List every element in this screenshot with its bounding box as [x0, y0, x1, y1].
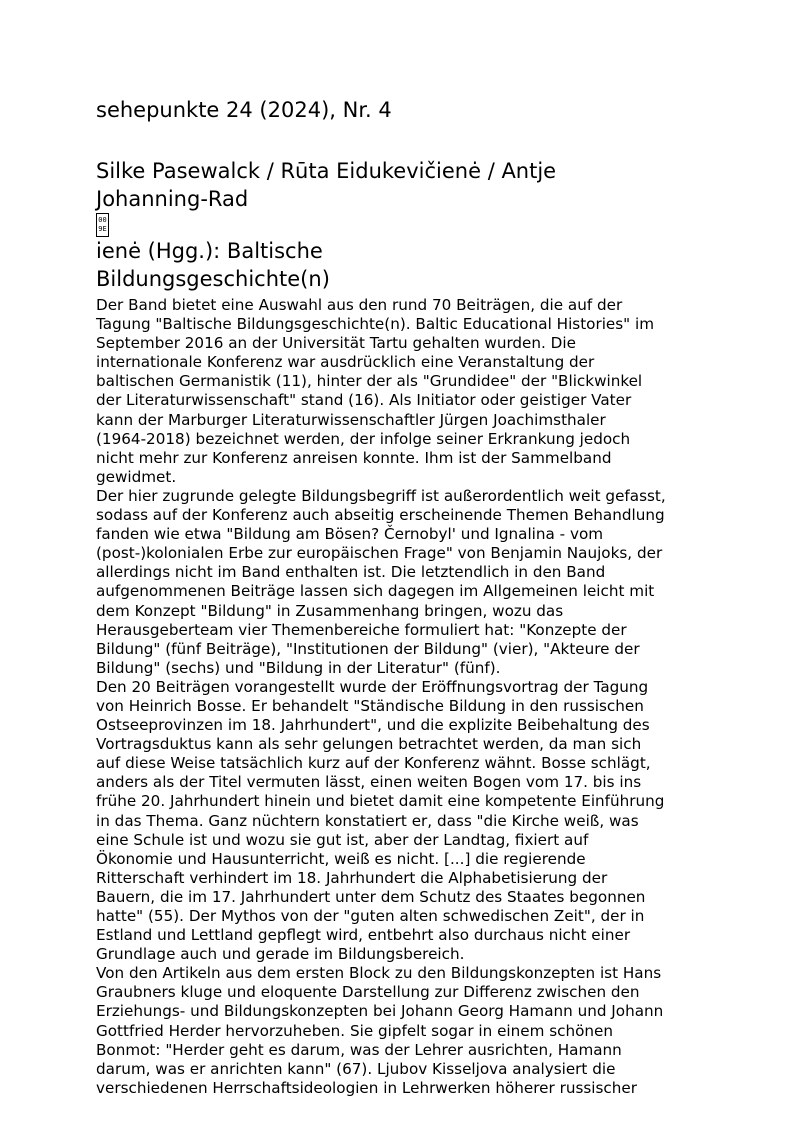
review-body — [96, 296, 716, 1098]
review-title-line: Silke Pasewalck / Rūta Eidukevičienė / Antje — [96, 159, 557, 183]
paragraph-line: hatte" (55). Der Mythos von der "guten alten schwedischen Zeit", der in — [96, 907, 645, 925]
review-title-line — [96, 185, 716, 265]
paragraph-line: (post-)kolonialen Erbe zur europäischen Frage" von Benjamin Naujoks, der — [96, 544, 663, 563]
paragraph-line: Grundlage auch und gerade im Bildungsbereich. — [96, 945, 465, 964]
body-paragraph — [96, 964, 716, 1098]
paragraph-line: aufgenommenen Beiträge lassen sich dagegen im Allgemeinen leicht mit — [96, 582, 655, 601]
paragraph-line: Ostseeprovinzen im 18. Jahrhundert", und die explizite Beibehaltung des — [96, 716, 650, 735]
paragraph-line: (1964-2018) bezeichnet werden, der infolge seiner Erkrankung jedoch — [96, 429, 631, 448]
paragraph-line: Bildung" (sechs) und "Bildung in der Literatur" (fünf). — [96, 658, 501, 677]
paragraph-line: Bonmot: "Herder geht es darum, was der Lehrer ausrichten, Hamann — [96, 1040, 622, 1059]
paragraph-line: baltischen Germanistik (11), hinter der als "Grundidee" der "Blickwinkel — [96, 372, 643, 391]
paragraph-line: Vortragsduktus kann als sehr gelungen betrachtet werden, da man sich — [96, 735, 642, 754]
document-page — [96, 96, 716, 1098]
paragraph-line: Graubners kluge und eloquente Darstellung zur Differenz zwischen den — [96, 983, 640, 1002]
paragraph-line: fanden wie etwa "Bildung am Bösen? Černobyl' und Ignalina - vom — [96, 525, 604, 544]
review-title — [96, 157, 716, 293]
paragraph-line: kann der Marburger Literaturwissenschaftler Jürgen Joachimsthaler — [96, 410, 606, 429]
paragraph-line: verschiedenen Herrschaftsideologien in Lehrwerken höherer russischer — [96, 1078, 637, 1097]
paragraph-line: Ökonomie und Hausunterricht, weiß es nicht. [...] die regierende — [96, 849, 586, 868]
paragraph-line: dem Konzept "Bildung" in Zusammenhang bringen, wozu das — [96, 601, 564, 620]
paragraph-line: Den 20 Beiträgen vorangestellt wurde der Eröffnungsvortrag der Tagung — [96, 677, 649, 696]
paragraph-line: gewidmet. — [96, 467, 177, 486]
paragraph-line: auf diese Weise tatsächlich kurz auf der Konferenz wähnt. Bosse schlägt, — [96, 754, 651, 773]
body-paragraph — [96, 487, 716, 678]
paragraph-line: Bauern, die im 17. Jahrhundert unter dem Schutz des Staates begonnen — [96, 887, 646, 906]
paragraph-line: eine Schule ist und wozu sie gut ist, aber der Landtag, fixiert auf — [96, 830, 589, 849]
paragraph-line: von Heinrich Bosse. Er behandelt "Ständische Bildung in den russischen — [96, 696, 644, 715]
paragraph-line: in das Thema. Ganz nüchtern konstatiert er, dass "die Kirche weiß, was — [96, 811, 639, 830]
review-title-line: Bildungsgeschichte(n) — [96, 267, 330, 291]
paragraph-line: Herausgeberteam vier Themenbereiche formuliert hat: "Konzepte der — [96, 620, 627, 639]
missing-glyph-icon: 00 9E — [96, 213, 109, 237]
paragraph-line: anders als der Titel vermuten lässt, einen weiten Bogen vom 17. bis ins — [96, 773, 642, 792]
paragraph-line: sodass auf der Konferenz auch abseitig erscheinende Themen Behandlung — [96, 506, 665, 525]
body-paragraph — [96, 296, 716, 487]
journal-title: sehepunkte 24 (2024), Nr. 4 — [96, 98, 392, 122]
paragraph-line: Ritterschaft verhindert im 18. Jahrhundert die Alphabetisierung der — [96, 868, 608, 887]
paragraph-line: Tagung "Baltische Bildungsgeschichte(n). Baltic Educational Histories" im — [96, 315, 655, 334]
paragraph-line: Gottfried Herder hervorzuheben. Sie gipfelt sogar in einem schönen — [96, 1021, 614, 1040]
paragraph-line: frühe 20. Jahrhundert hinein und bietet damit eine kompetente Einführung — [96, 792, 665, 811]
paragraph-line: allerdings nicht im Band enthalten ist. Die letztendlich in den Band — [96, 563, 606, 582]
paragraph-line: September 2016 an der Universität Tartu gehalten wurden. Die — [96, 334, 576, 353]
paragraph-line: Der Band bietet eine Auswahl aus den rund 70 Beiträgen, die auf der — [96, 296, 623, 314]
review-title-fragment: Johanning-Rad — [96, 187, 249, 211]
paragraph-line: Estland und Lettland gepflegt wird, entbehrt also durchaus nicht einer — [96, 926, 631, 945]
paragraph-line: Der hier zugrunde gelegte Bildungsbegriff ist außerordentlich weit gefasst, — [96, 486, 666, 505]
review-title-fragment: ienė (Hgg.): Baltische — [96, 239, 323, 263]
paragraph-line: darum, was er anrichten kann" (67). Ljubov Kisseljova analysiert die — [96, 1059, 616, 1078]
paragraph-line: Von den Artikeln aus dem ersten Block zu den Bildungskonzepten ist Hans — [96, 964, 662, 983]
paragraph-line: internationale Konferenz war ausdrücklich eine Veranstaltung der — [96, 353, 595, 372]
paragraph-line: nicht mehr zur Konferenz anreisen konnte. Ihm ist der Sammelband — [96, 448, 612, 467]
body-paragraph — [96, 678, 716, 964]
paragraph-line: Erziehungs- und Bildungskonzepten bei Johann Georg Hamann und Johann — [96, 1002, 664, 1021]
paragraph-line: Bildung" (fünf Beiträge), "Institutionen der Bildung" (vier), "Akteure der — [96, 639, 640, 658]
paragraph-line: der Literaturwissenschaft" stand (16). Als Initiator oder geistiger Vater — [96, 391, 632, 410]
